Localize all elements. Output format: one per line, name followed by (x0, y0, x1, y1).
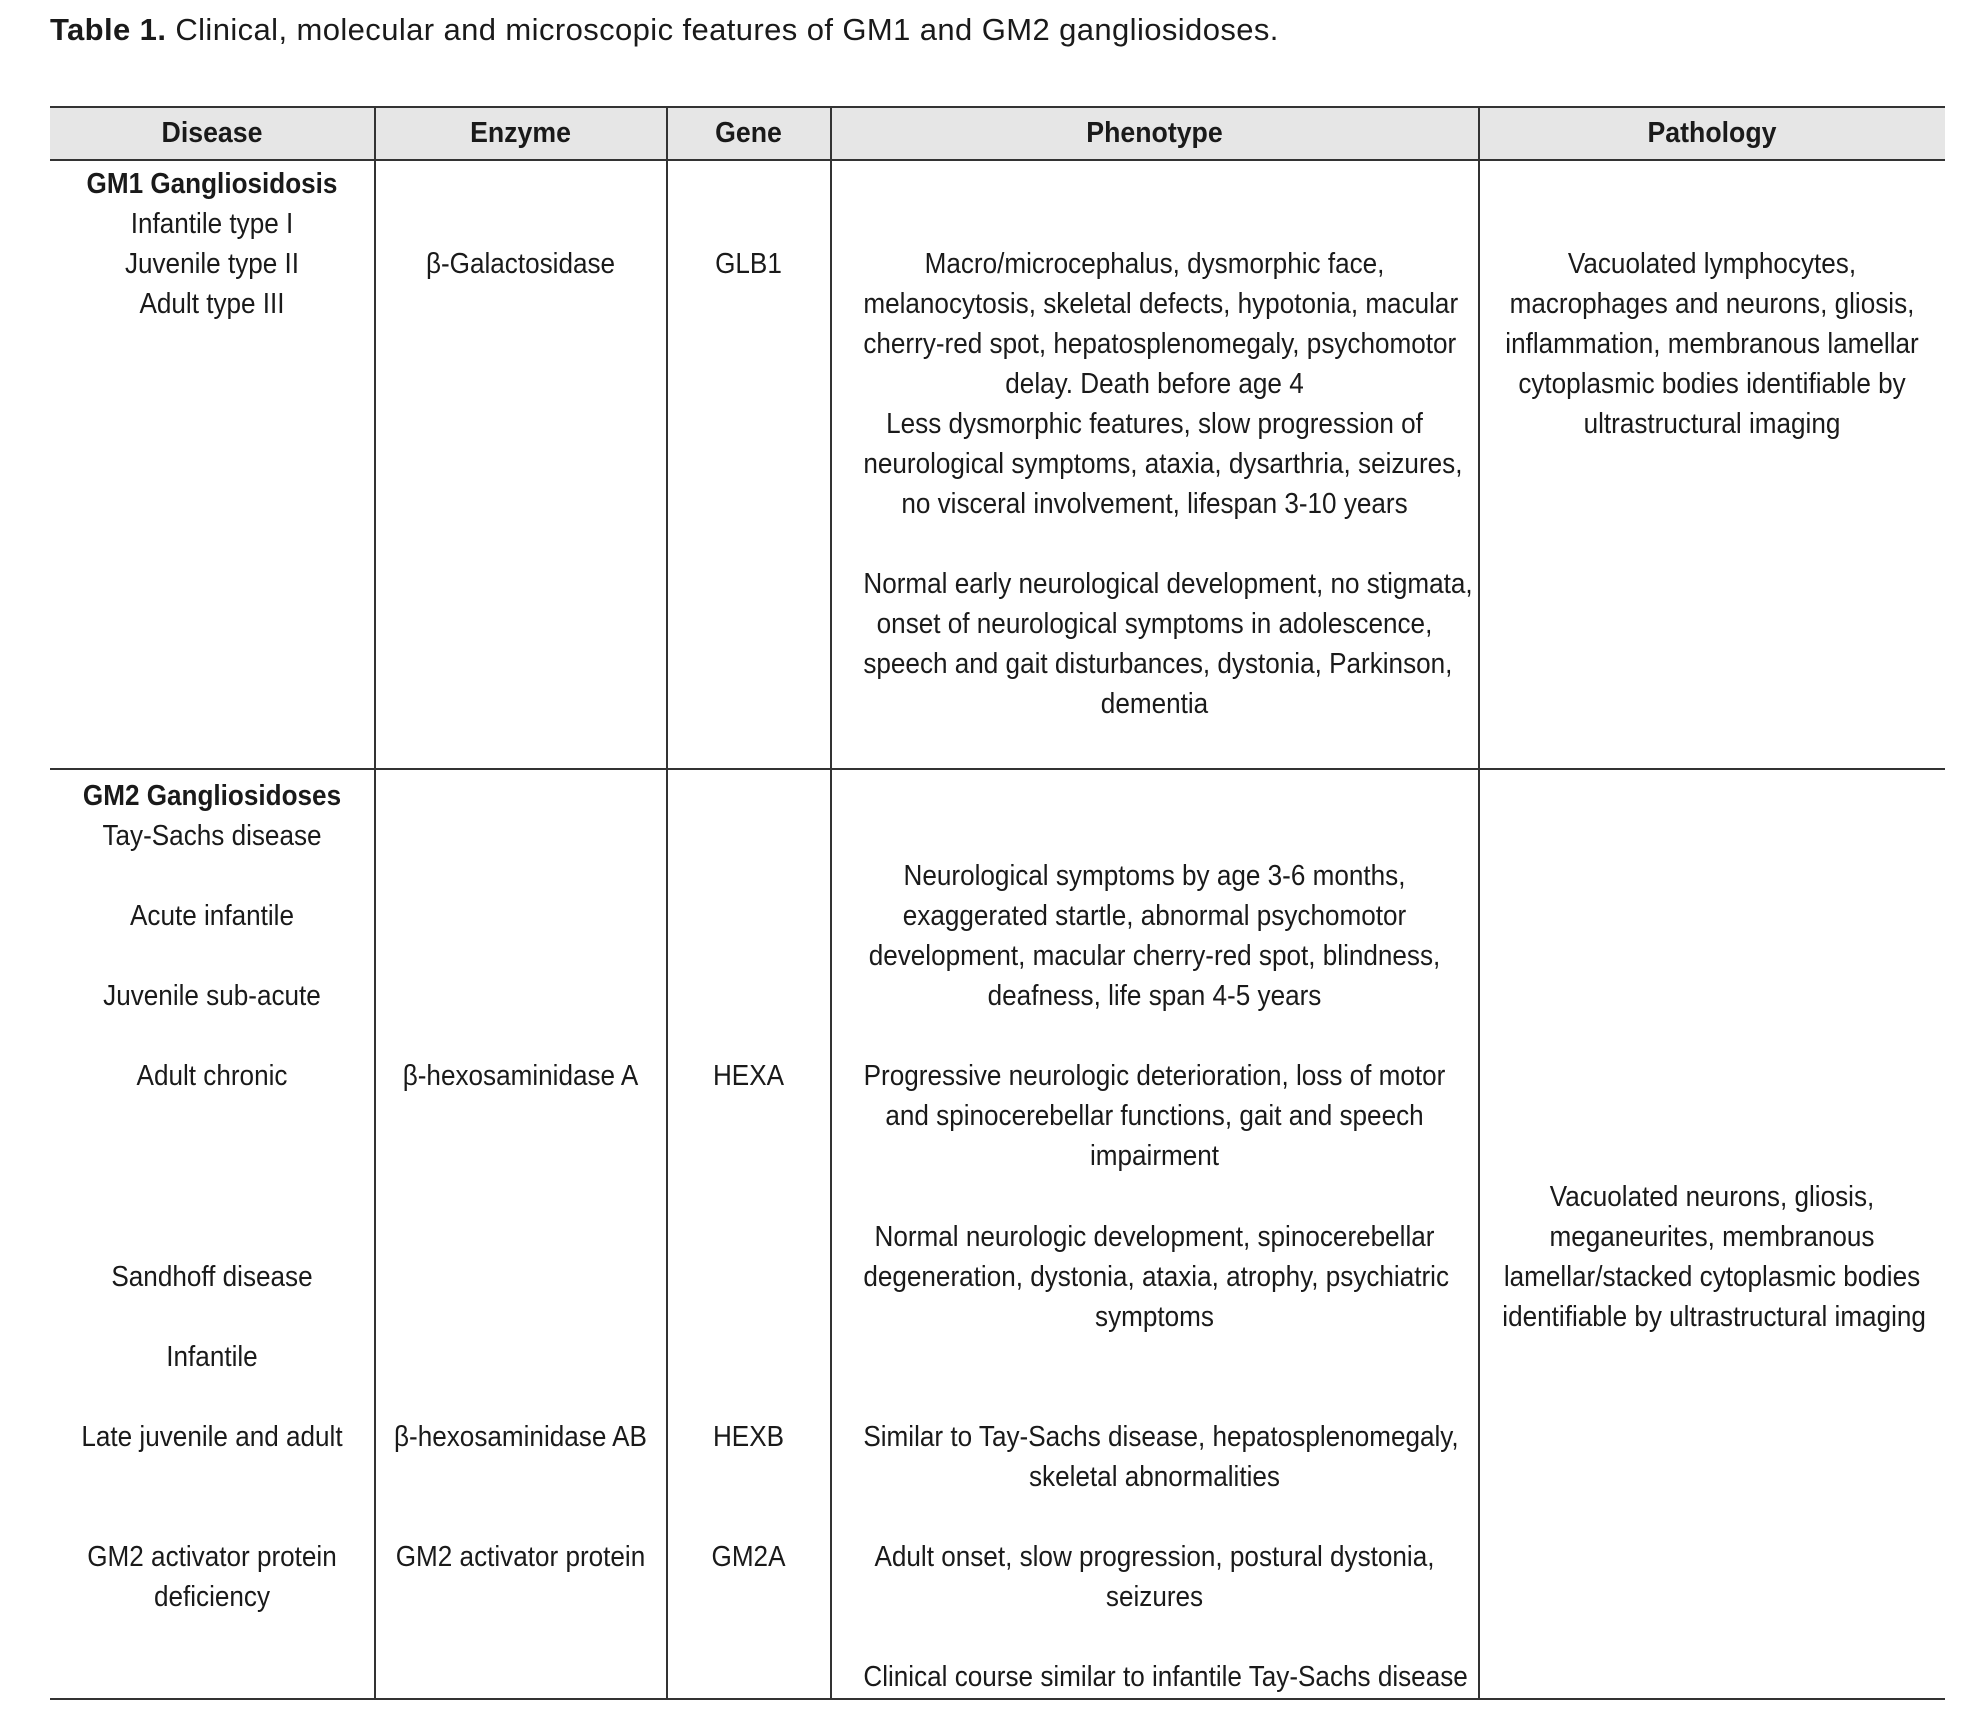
gm1-phenotype-juvenile (831, 404, 1478, 524)
header-enzyme: Enzyme (470, 117, 571, 149)
phenotype-line: deafness, life span 4-5 years (987, 980, 1322, 1012)
gm2-type (50, 816, 374, 856)
gm2-type (50, 976, 374, 1016)
pathology-line: identifiable by ultrastructural imaging (1502, 1301, 1926, 1333)
header-phenotype: Phenotype (1086, 117, 1223, 149)
gm2-enzyme-text: β-hexosaminidase A (402, 1060, 639, 1092)
gm2-group-title-text: GM2 Gangliosidoses (82, 780, 342, 812)
phenotype-line: Adult onset, slow progression, postural dystonia, (874, 1541, 1435, 1573)
caption-text: Clinical, molecular and microscopic features of GM1 and GM2 gangliosidoses. (166, 12, 1279, 47)
header-bottom-rule (50, 159, 1945, 161)
gm2-type-text: deficiency (153, 1581, 271, 1613)
caption-label: Table 1. (50, 12, 167, 47)
pathology-line: macrophages and neurons, gliosis, (1509, 288, 1915, 320)
phenotype-line: no visceral involvement, lifespan 3-10 years (901, 488, 1408, 520)
gm2-enzyme-text: GM2 activator protein (395, 1541, 646, 1573)
gm1-enzyme-text: β-Galactosidase (425, 248, 616, 280)
pathology-line: meganeurites, membranous (1549, 1221, 1875, 1253)
phenotype-line: Neurological symptoms by age 3-6 months, (903, 860, 1406, 892)
gm2-phenotype-acute (831, 856, 1478, 1016)
phenotype-line: and spinocerebellar functions, gait and speech (885, 1100, 1424, 1132)
gm2-phenotype-adult (831, 1217, 1478, 1337)
gm2-type-text: Adult chronic (136, 1060, 288, 1092)
gm1-phenotype-adult (831, 564, 1478, 724)
gm1-type: Infantile type I (130, 208, 294, 240)
gm1-type: Adult type III (139, 288, 285, 320)
gm2-gene (667, 1417, 830, 1457)
gm2-type-text: Late juvenile and adult (81, 1421, 343, 1453)
phenotype-line: Less dysmorphic features, slow progression of (886, 408, 1423, 440)
phenotype-line: onset of neurological symptoms in adolescence, (876, 608, 1433, 640)
header-pathology: Pathology (1647, 117, 1777, 149)
phenotype-line: Progressive neurologic deterioration, loss of motor (863, 1060, 1446, 1092)
gm2-type (50, 1257, 374, 1297)
phenotype-line: cherry-red spot, hepatosplenomegaly, psychomotor (863, 328, 1457, 360)
phenotype-line: symptoms (1095, 1301, 1214, 1333)
phenotype-line: Similar to Tay-Sachs disease, hepatosplenomegaly, (863, 1421, 1459, 1453)
phenotype-line: Clinical course similar to infantile Tay-Sachs disease (863, 1661, 1468, 1693)
pathology-line: lamellar/stacked cytoplasmic bodies (1503, 1261, 1921, 1293)
gm2-gene-text: HEXA (712, 1060, 785, 1092)
table-caption (50, 12, 1279, 48)
pathology-line: inflammation, membranous lamellar (1505, 328, 1919, 360)
gm2-type-text: Sandhoff disease (111, 1261, 313, 1293)
gm1-pathology (1479, 244, 1945, 444)
pathology-line: Vacuolated lymphocytes, (1567, 248, 1857, 280)
phenotype-line: Normal early neurological development, no stigmata, (863, 568, 1473, 600)
gm2-phenotype-juvenile (831, 1056, 1478, 1176)
phenotype-line: Normal neurologic development, spinocerebellar (874, 1221, 1435, 1253)
gm2-type-text: Acute infantile (130, 900, 294, 932)
phenotype-line: skeletal abnormalities (1029, 1461, 1280, 1493)
column-divider (666, 106, 668, 1700)
gm1-gene-text: GLB1 (715, 248, 782, 280)
gm2-type (50, 1417, 374, 1457)
gm1-gene (667, 244, 830, 284)
gm2-enzyme (375, 1537, 666, 1577)
gm2-phenotype-late (831, 1537, 1478, 1617)
gm2-type (50, 1537, 374, 1617)
gm2-enzyme (375, 1417, 666, 1457)
gm2-enzyme-text: β-hexosaminidase AB (394, 1421, 647, 1453)
column-divider (374, 106, 376, 1700)
gm2-phenotype-activator (831, 1657, 1478, 1697)
gm1-group-title: GM1 Gangliosidosis (86, 168, 338, 200)
phenotype-line: exaggerated startle, abnormal psychomotor (902, 900, 1407, 932)
header-disease: Disease (161, 117, 263, 149)
gm2-gene-text: HEXB (712, 1421, 785, 1453)
table-bottom-rule (50, 1698, 1945, 1700)
gm2-pathology (1479, 1177, 1945, 1337)
gm2-enzyme (375, 1056, 666, 1096)
header-gene: Gene (715, 117, 782, 149)
gm1-enzyme (375, 244, 666, 284)
phenotype-line: impairment (1089, 1140, 1220, 1172)
gm2-type-text: Juvenile sub-acute (103, 980, 321, 1012)
phenotype-line: seizures (1105, 1581, 1204, 1613)
gm1-disease-cell (50, 164, 374, 324)
phenotype-line: development, macular cherry-red spot, blindness, (868, 940, 1441, 972)
phenotype-line: Macro/microcephalus, dysmorphic face, (924, 248, 1385, 280)
gm2-type (50, 896, 374, 936)
pathology-line: Vacuolated neurons, gliosis, (1549, 1181, 1875, 1213)
phenotype-line: dementia (1100, 688, 1209, 720)
gm2-type (50, 1337, 374, 1377)
phenotype-line: speech and gait disturbances, dystonia, Parkinson, (863, 648, 1453, 680)
gm2-type (50, 1056, 374, 1096)
pathology-line: cytoplasmic bodies identifiable by (1518, 368, 1906, 400)
gm2-type-text: GM2 activator protein (87, 1541, 337, 1573)
phenotype-line: neurological symptoms, ataxia, dysarthria, seizures, (863, 448, 1463, 480)
phenotype-line: delay. Death before age 4 (1005, 368, 1304, 400)
group-separator-rule (50, 768, 1945, 770)
phenotype-line: degeneration, dystonia, ataxia, atrophy, psychiatric (863, 1261, 1450, 1293)
gm2-gene (667, 1537, 830, 1577)
gm2-gene (667, 1056, 830, 1096)
gm2-phenotype-sandhoff (831, 1417, 1478, 1497)
phenotype-line: melanocytosis, skeletal defects, hypotonia, macular (863, 288, 1459, 320)
gm2-type-text: Infantile (166, 1341, 258, 1373)
gm2-group-title (50, 776, 374, 816)
gm2-gene-text: GM2A (711, 1541, 786, 1573)
gm2-type-text: Tay-Sachs disease (102, 820, 322, 852)
gm1-phenotype-infantile (831, 244, 1478, 404)
gm1-type: Juvenile type II (124, 248, 300, 280)
features-table (50, 106, 1945, 1700)
pathology-line: ultrastructural imaging (1583, 408, 1841, 440)
